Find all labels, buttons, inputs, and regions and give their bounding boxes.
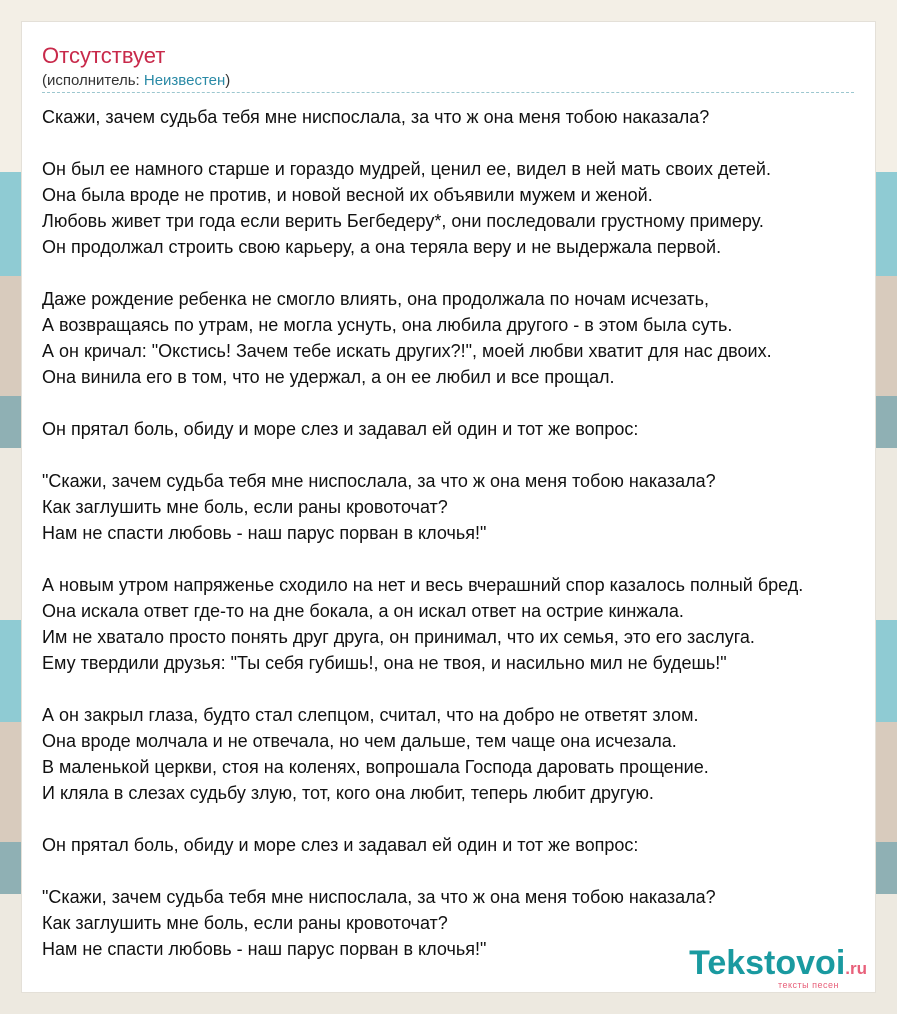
lyrics-line: А возвращаясь по утрам, не могла уснуть, она любила другого - в этом была суть.: [42, 315, 733, 335]
site-logo[interactable]: [689, 946, 867, 990]
lyrics-line: Он прятал боль, обиду и море слез и задавал ей один и тот же вопрос:: [42, 835, 639, 855]
artist-line: [42, 72, 230, 90]
artist-link[interactable]: Неизвестен: [143, 72, 226, 89]
lyrics-blank-line: [42, 260, 897, 286]
lyrics-line: Как заглушить мне боль, если раны кровоточат?: [42, 913, 448, 933]
logo-tagline: тексты песен: [777, 980, 839, 990]
lyrics-blank-line: [42, 130, 897, 156]
lyrics-line: И кляла в слезах судьбу злую, тот, кого она любит, теперь любит другую.: [42, 783, 654, 803]
artist-prefix: (исполнитель:: [42, 72, 144, 89]
lyrics-line: "Скажи, зачем судьба тебя мне ниспослала, за что ж она меня тобою наказала?: [42, 471, 716, 491]
lyrics-text: [42, 104, 897, 962]
lyrics-line: Она винила его в том, что не удержал, а он ее любил и все прощал.: [42, 367, 615, 387]
lyrics-card: [22, 22, 875, 992]
lyrics-line: Скажи, зачем судьба тебя мне ниспослала, за что ж она меня тобою наказала?: [42, 107, 710, 127]
lyrics-line: Любовь живет три года если верить Бегбедеру*, они последовали грустному примеру.: [42, 211, 764, 231]
lyrics-line: Нам не спасти любовь - наш парус порван в клочья!": [42, 523, 487, 543]
lyrics-line: Даже рождение ребенка не смогло влиять, она продолжала по ночам исчезать,: [42, 289, 710, 309]
lyrics-line: Он продолжал строить свою карьеру, а она теряла веру и не выдержала первой.: [42, 237, 722, 257]
lyrics-line: Им не хватало просто понять друг друга, он принимал, что их семья, это его заслуга.: [42, 627, 755, 647]
divider: [42, 92, 854, 93]
lyrics-blank-line: [42, 546, 897, 572]
logo-name: Tekstovoi: [689, 944, 846, 982]
lyrics-line: Она была вроде не против, и новой весной их объявили мужем и женой.: [42, 185, 653, 205]
lyrics-line: Как заглушить мне боль, если раны кровоточат?: [42, 497, 448, 517]
lyrics-blank-line: [42, 390, 897, 416]
lyrics-line: Ему твердили друзья: "Ты себя губишь!, она не твоя, и насильно мил не будешь!": [42, 653, 727, 673]
logo-tld: .ru: [845, 959, 867, 978]
artist-suffix: ): [225, 72, 231, 89]
lyrics-line: В маленькой церкви, стоя на коленях, вопрошала Господа даровать прощение.: [42, 757, 709, 777]
lyrics-line: Она вроде молчала и не отвечала, но чем дальше, тем чаще она исчезала.: [42, 731, 677, 751]
song-title: Отсутствует: [42, 43, 166, 68]
lyrics-line: "Скажи, зачем судьба тебя мне ниспослала, за что ж она меня тобою наказала?: [42, 887, 716, 907]
lyrics-blank-line: [42, 858, 897, 884]
lyrics-line: Нам не спасти любовь - наш парус порван в клочья!": [42, 939, 487, 959]
lyrics-blank-line: [42, 442, 897, 468]
lyrics-blank-line: [42, 676, 897, 702]
lyrics-line: Он прятал боль, обиду и море слез и задавал ей один и тот же вопрос:: [42, 419, 639, 439]
lyrics-line: А он закрыл глаза, будто стал слепцом, считал, что на добро не ответят злом.: [42, 705, 699, 725]
lyrics-line: А он кричал: "Окстись! Зачем тебе искать других?!", моей любви хватит для нас двоих.: [42, 341, 772, 361]
lyrics-blank-line: [42, 806, 897, 832]
lyrics-line: Он был ее намного старше и гораздо мудрей, ценил ее, видел в ней мать своих детей.: [42, 159, 771, 179]
lyrics-line: Она искала ответ где-то на дне бокала, а он искал ответ на острие кинжала.: [42, 601, 684, 621]
lyrics-line: А новым утром напряженье сходило на нет и весь вчерашний спор казалось полный бред.: [42, 575, 804, 595]
